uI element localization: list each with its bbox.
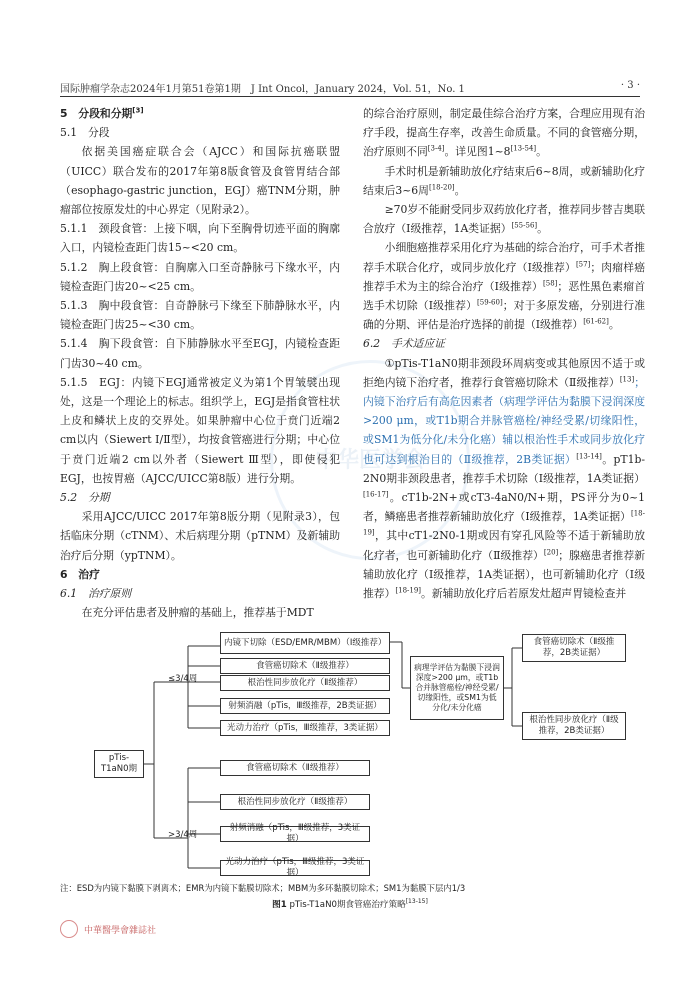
watermark-text: 中华医学会 [314,448,425,473]
section-5-1-1: 5.1.1 颈段食管：上接下咽，向下至胸骨切迹平面的胸廓入口，内镜检查距门齿15~<20 cm。 [60,222,340,255]
gt-option-esophagectomy: 食管癌切除术（Ⅱ级推荐） [220,760,370,776]
section-5-1-2: 5.1.2 胸上段食管：自胸廓入口至奇静脉弓下缘水平，内镜检查距门齿20~<25 cm。 [60,260,340,293]
section-6-2-heading: 6.2 手术适应证 [363,337,445,351]
branch-label-le: ≤3/4周 [168,674,198,684]
paragraph-staging-basis: 依据美国癌症联合会（AJCC）和国际抗癌联盟（UICC）联合发布的2017年第8版食管及食管胃结合部（esophago-gastric junction，EGJ）癌TNM分期，肿瘤部位按原发灶的中心界定（见附录2）。 [60,145,340,217]
paragraph-elderly: ≥70岁不能耐受同步双药放化疗者，推荐同步替吉奥联合放疗（Ⅰ级推荐，1A类证据）[55-56]。 [363,203,645,236]
flow-root-box [94,750,144,778]
section-5-heading: 5 分段和分期[3] [60,106,144,120]
header-rule [60,96,640,97]
paragraph-mdt-principle: 的综合治疗原则，制定最佳综合治疗方案，合理应用现有治疗手段，提高生存率，改善生命质量。不同的食管癌分期，治疗原则不同[3-4]。详见图1~8[13-54]。 [363,107,645,159]
flow-root-label: pTis-T1aN0期 [100,753,138,774]
le-option-chemoradiotherapy: 根治性同步放化疗（Ⅱ级推荐） [220,675,390,691]
section-5-1-4: 5.1.4 胸下段食管：自下肺静脉水平至EGJ，内镜检查距门齿30~40 cm。 [60,337,340,370]
paragraph-staging-system: 采用AJCC/UICC 2017年第8版分期（见附录3），包括临床分期（cTNM）、术后病理分期（pTNM）及新辅助治疗后分期（ypTNM）。 [60,510,340,562]
paragraph-treatment-principle: 在充分评估患者及肿瘤的基础上，推荐基于MDT [81,606,314,620]
right-column [363,104,645,603]
figure-note: 注：ESD为内镜下黏膜下剥离术；EMR为内镜下黏膜切除术；MBM为多环黏膜切除术；SM1为黏膜下层内1/3 [60,883,466,893]
figure-label: 图1 [272,900,287,910]
paragraph-surgery-indications: ①pTis-T1aN0期非颈段环周病变或其他原因不适于或拒绝内镜下治疗者，推荐行食管癌切除术（Ⅱ级推荐）[13]；内镜下治疗后有高危因素者（病理学评估为黏膜下浸润深度>200 μm，或T1b期合并脉管癌栓/神经受累/切缘阳性，或SM1为低分化/未分化癌）辅以根治性手术或同步放化疗也可达到根治目的（Ⅱ级推荐，2B类证据）[13-14]。pT1b-2N0期非颈段患者，推荐手术切除（Ⅰ级推荐，1A类证据）[16-17]。cT1b-2N+或cT3-4aN0/N+期，PS评分为0~1者，鳞癌患者推荐新辅助放化疗（Ⅰ级推荐，1A类证据）[18-19]，其中cT1-2N0-1期或因有穿孔风险等不适于新辅助放化疗者，也可新辅助化疗（Ⅱ级推荐）[20]；腺癌患者推荐新辅助放化疗（Ⅰ级推荐，1A类证据），也可新辅助化疗（Ⅰ级推荐）[18-19]。新辅助放化疗后若原发灶超声胃镜检查并 [363,356,646,601]
section-6-1-heading: 6.1 治疗原则 [60,587,132,601]
section-5-1-5: 5.1.5 EGJ：内镜下EGJ通常被定义为第1个胃皱襞出现处，这是一个理论上的标志。组织学上，EGJ是指食管柱状上皮和鳞状上皮的交界处。如果肿瘤中心位于贲门近端2 cm以内（Siewert Ⅰ/Ⅱ型），均按食管癌进行分期；中心位于贲门近端2 cm以外者（Siewert Ⅲ型），即使侵犯EGJ，也按胃癌（AJCC/UICC第8版）进行分期。 [60,375,340,485]
publisher-name: 中華醫學會雜誌社 [84,925,157,936]
section-5-1-heading: 5.1 分段 [60,126,110,140]
le-option-rfa: 射频消融（pTis，Ⅲ级推荐，2B类证据） [220,698,390,714]
journal-citation: 国际肿瘤学杂志2024年1月第51卷第1期 J Int Oncol，January 2024，Vol. 51，No. 1 [60,84,465,95]
publisher-footer [60,920,156,938]
le-option-endoscopic: 内镜下切除（ESD/EMR/MBM）（Ⅰ级推荐） [220,632,390,654]
section-6-heading: 6 治疗 [60,567,100,581]
section-5-2-heading: 5.2 分期 [60,491,110,505]
gt-option-pdt: 光动力治疗（pTis，Ⅲ级推荐，3类证据） [220,860,370,876]
outcome-chemoradiotherapy: 根治性同步放化疗（Ⅱ级推荐，2B类证据） [522,712,626,740]
paragraph-small-cell: 小细胞癌推荐采用化疗为基础的综合治疗，可手术者推荐手术联合化疗，或同步放化疗（Ⅰ级推荐）[57]；肉瘤样癌推荐手术为主的综合治疗（Ⅰ级推荐）[58]；恶性黑色素瘤首选手术切除（Ⅰ级推荐）[59-60]；对于多原发癌，分别进行准确的分期、评估是治疗选择的前提（Ⅰ级推荐）[61-62]。 [363,241,646,332]
treatment-flowchart [40,628,660,883]
figure-caption [0,898,700,910]
risk-factor-box: 病理学评估为黏膜下浸润深度>200 μm，或T1b合并脉管癌栓/神经受累/切缘阳性，或SM1为低分化/未分化癌 [410,656,504,720]
le-option-pdt: 光动力治疗（pTis，Ⅲ级推荐，3类证据） [220,720,390,736]
gt-option-chemoradiotherapy: 根治性同步放化疗（Ⅱ级推荐） [220,794,370,810]
section-5-1-3: 5.1.3 胸中段食管：自奇静脉弓下缘至下肺静脉水平，内镜检查距门齿25~<30 cm。 [60,299,340,332]
branch-label-gt: >3/4周 [168,830,198,840]
publisher-logo-icon [60,920,78,938]
le-option-esophagectomy: 食管癌切除术（Ⅱ级推荐） [220,658,390,674]
figure-ref: [13-15] [405,898,428,906]
left-column [60,104,340,622]
page-number: · 3 · [620,80,640,91]
paragraph-surgery-timing: 手术时机是新辅助放化疗结束后6~8周，或新辅助化疗结束后3~6周[18-20]。 [363,164,645,197]
outcome-esophagectomy: 食管癌切除术（Ⅱ级推荐，2B类证据） [522,634,626,662]
figure-title: pTis-T1aN0期食管癌治疗策略 [289,900,406,910]
gt-option-rfa: 射频消融（pTis，Ⅲ级推荐，3类证据） [220,826,370,842]
